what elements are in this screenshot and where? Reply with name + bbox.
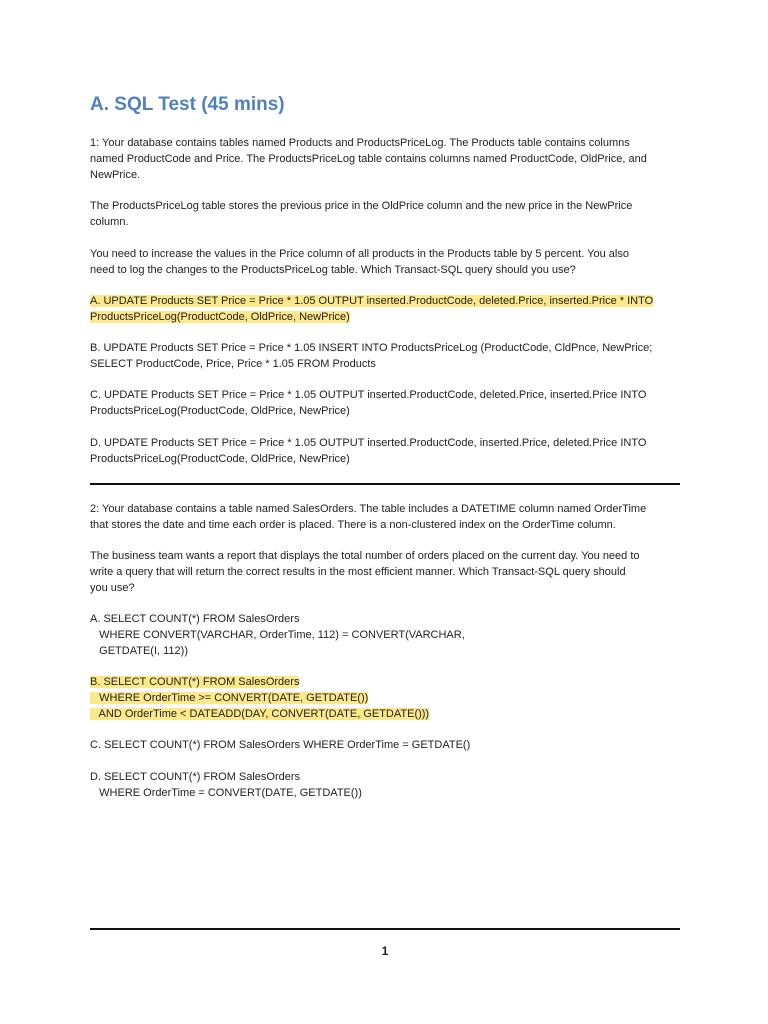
text-line: you use? — [90, 582, 135, 594]
text-line: ProductsPriceLog(ProductCode, OldPrice, NewPrice) — [90, 405, 350, 417]
highlighted-text: AND OrderTime < DATEADD(DAY, CONVERT(DATE, GETDATE())) — [90, 708, 430, 720]
q1-option-b — [90, 340, 680, 372]
text-line: C. UPDATE Products SET Price = Price * 1.05 OUTPUT inserted.ProductCode, deleted.Price, inserted.Price INTO — [90, 389, 647, 401]
text-line: B. UPDATE Products SET Price = Price * 1.05 INSERT INTO ProductsPriceLog (ProductCode, CldPnce, NewPrice; — [90, 342, 653, 354]
text-line: 1: Your database contains tables named Products and ProductsPriceLog. The Products table contains columns — [90, 137, 630, 149]
q2-option-c — [90, 737, 680, 753]
text-line: D. SELECT COUNT(*) FROM SalesOrders — [90, 771, 301, 783]
page-title: A. SQL Test (45 mins) — [90, 94, 285, 115]
text-line: D. UPDATE Products SET Price = Price * 1.05 OUTPUT inserted.ProductCode, inserted.Price, deleted.Price INTO — [90, 437, 647, 449]
q2-question — [90, 548, 680, 596]
q2-option-d — [90, 769, 680, 801]
highlighted-text: WHERE OrderTime >= CONVERT(DATE, GETDATE()) — [90, 692, 369, 704]
text-line: You need to increase the values in the Price column of all products in the Products table by 5 percent. You also — [90, 248, 629, 260]
text-line: SELECT ProductCode, Price, Price * 1.05 FROM Products — [90, 358, 376, 370]
q1-option-d — [90, 435, 680, 467]
q1-question — [90, 246, 680, 278]
highlighted-text: B. SELECT COUNT(*) FROM SalesOrders — [90, 676, 300, 688]
text-line: The business team wants a report that displays the total number of orders placed on the current day. You need to — [90, 550, 640, 562]
text-line: named ProductCode and Price. The ProductsPriceLog table contains columns named ProductCode, OldPrice, and — [90, 153, 647, 165]
text-line: The ProductsPriceLog table stores the previous price in the OldPrice column and the new price in the NewPrice — [90, 200, 633, 212]
text-line: column. — [90, 216, 129, 228]
text-line: NewPrice. — [90, 169, 141, 181]
q1-option-c — [90, 387, 680, 419]
q2-intro — [90, 501, 680, 533]
text-line: C. SELECT COUNT(*) FROM SalesOrders WHERE OrderTime = GETDATE() — [90, 739, 471, 751]
highlighted-text: A. UPDATE Products SET Price = Price * 1.05 OUTPUT inserted.ProductCode, deleted.Price, inserted.Price * INTO — [90, 295, 654, 307]
q1-intro — [90, 135, 680, 183]
q2-option-a — [90, 611, 680, 659]
text-line: A. SELECT COUNT(*) FROM SalesOrders — [90, 613, 300, 625]
text-line: ProductsPriceLog(ProductCode, OldPrice, NewPrice) — [90, 453, 350, 465]
section-divider — [90, 483, 680, 485]
text-line: WHERE CONVERT(VARCHAR, OrderTime, 112) = CONVERT(VARCHAR, — [90, 629, 465, 641]
page-number: 1 — [381, 944, 389, 958]
text-line: WHERE OrderTime = CONVERT(DATE, GETDATE()) — [90, 787, 362, 799]
text-line: GETDATE(I, 112)) — [90, 645, 188, 657]
text-line: that stores the date and time each order is placed. There is a non-clustered index on the OrderTime column. — [90, 519, 616, 531]
q1-option-a-highlighted — [90, 293, 680, 325]
q2-option-b-highlighted — [90, 674, 680, 722]
footer-divider — [90, 928, 680, 930]
q1-detail — [90, 198, 680, 230]
text-line: need to log the changes to the ProductsPriceLog table. Which Transact-SQL query should you use? — [90, 264, 576, 276]
text-line: write a query that will return the correct results in the most efficient manner. Which Transact-SQL query should — [90, 566, 626, 578]
highlighted-text: ProductsPriceLog(ProductCode, OldPrice, NewPrice) — [90, 311, 350, 323]
text-line: 2: Your database contains a table named SalesOrders. The table includes a DATETIME column named OrderTime — [90, 503, 647, 515]
